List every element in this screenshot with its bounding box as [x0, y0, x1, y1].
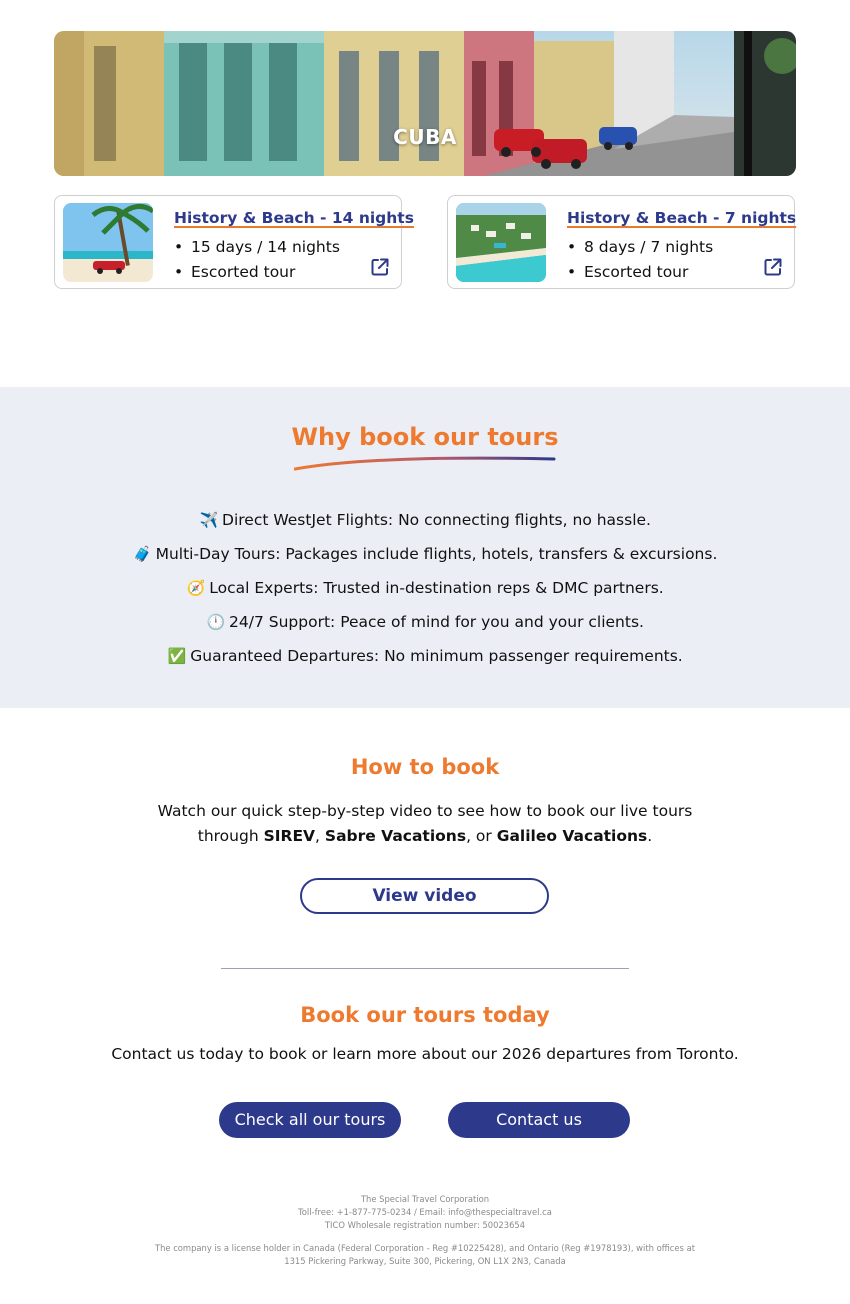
book-today-heading: Book our tours today: [300, 1003, 550, 1027]
hero-title: CUBA: [393, 125, 457, 149]
tour-title-link[interactable]: History & Beach - 7 nights: [567, 209, 797, 227]
tour-type: • Escorted tour: [567, 260, 713, 285]
tour-duration: • 15 days / 14 nights: [174, 235, 340, 260]
tour-card[interactable]: [54, 195, 414, 289]
view-video-button[interactable]: View video: [300, 878, 549, 914]
external-link-icon[interactable]: [763, 257, 783, 277]
compass-icon: 🧭: [186, 579, 206, 597]
tour-title-link[interactable]: History & Beach - 14 nights: [174, 209, 414, 227]
benefit-item: ✅ Guaranteed Departures: No minimum passenger requirements.: [0, 639, 850, 673]
footer-company: The Special Travel Corporation: [360, 1194, 490, 1204]
check-all-tours-button[interactable]: Check all our tours: [219, 1102, 401, 1138]
footer-legal-line2: 1315 Pickering Parkway, Suite 300, Pickering, ON L1X 2N3, Canada: [284, 1256, 566, 1267]
how-heading: How to book: [350, 755, 500, 779]
contact-us-button[interactable]: Contact us: [448, 1102, 630, 1138]
havana-street-image: [54, 31, 796, 176]
external-link-icon[interactable]: [370, 257, 390, 277]
benefit-item: 🕛 24/7 Support: Peace of mind for you and your clients.: [0, 605, 850, 639]
galileo-label: Galileo Vacations: [496, 827, 648, 845]
why-heading: Why book our tours: [291, 423, 559, 451]
section-divider: [221, 968, 629, 969]
benefit-item: 🧭 Local Experts: Trusted in-destination reps & DMC partners.: [0, 571, 850, 605]
hero-banner: [54, 31, 796, 176]
footer: [0, 1193, 850, 1268]
luggage-icon: 🧳: [133, 545, 152, 563]
tour-type: • Escorted tour: [174, 260, 340, 285]
heading-underline-swoosh: [294, 451, 556, 471]
footer-legal-line1: The company is a license holder in Canada (Federal Corporation - Reg #10225428), and Ontario (Reg #1978193), with offices at: [154, 1243, 696, 1254]
why-book-section: [0, 387, 850, 708]
tour-details: [567, 235, 713, 285]
how-description: Watch our quick step-by-step video to see how to book our live tours through SIREV, Sabre Vacations, or Galileo Vacations.: [157, 802, 693, 845]
sirev-label: SIREV: [263, 827, 316, 845]
airplane-icon: ✈️: [199, 511, 219, 529]
tour-duration: • 8 days / 7 nights: [567, 235, 713, 260]
benefits-list: [0, 503, 850, 673]
check-mark-icon: ✅: [167, 647, 187, 665]
book-today-text: Contact us today to book or learn more about our 2026 departures from Toronto.: [111, 1045, 739, 1063]
tour-thumbnail[interactable]: [456, 203, 546, 282]
tour-details: [174, 235, 340, 285]
tour-card[interactable]: [447, 195, 795, 289]
footer-contact: Toll-free: +1-877-775-0234 / Email: info@thespecialtravel.ca: [298, 1206, 552, 1217]
benefit-item: ✈️ Direct WestJet Flights: No connecting flights, no hassle.: [0, 503, 850, 537]
footer-tico: TICO Wholesale registration number: 50023654: [324, 1219, 526, 1230]
aerial-resort-beach-image: [456, 203, 546, 282]
sabre-label: Sabre Vacations: [324, 827, 467, 845]
clock-icon: 🕛: [206, 613, 226, 631]
tour-thumbnail[interactable]: [63, 203, 153, 282]
palm-beach-classic-car-image: [63, 203, 153, 282]
benefit-item: 🧳 Multi-Day Tours: Packages include flights, hotels, transfers & excursions.: [0, 537, 850, 571]
